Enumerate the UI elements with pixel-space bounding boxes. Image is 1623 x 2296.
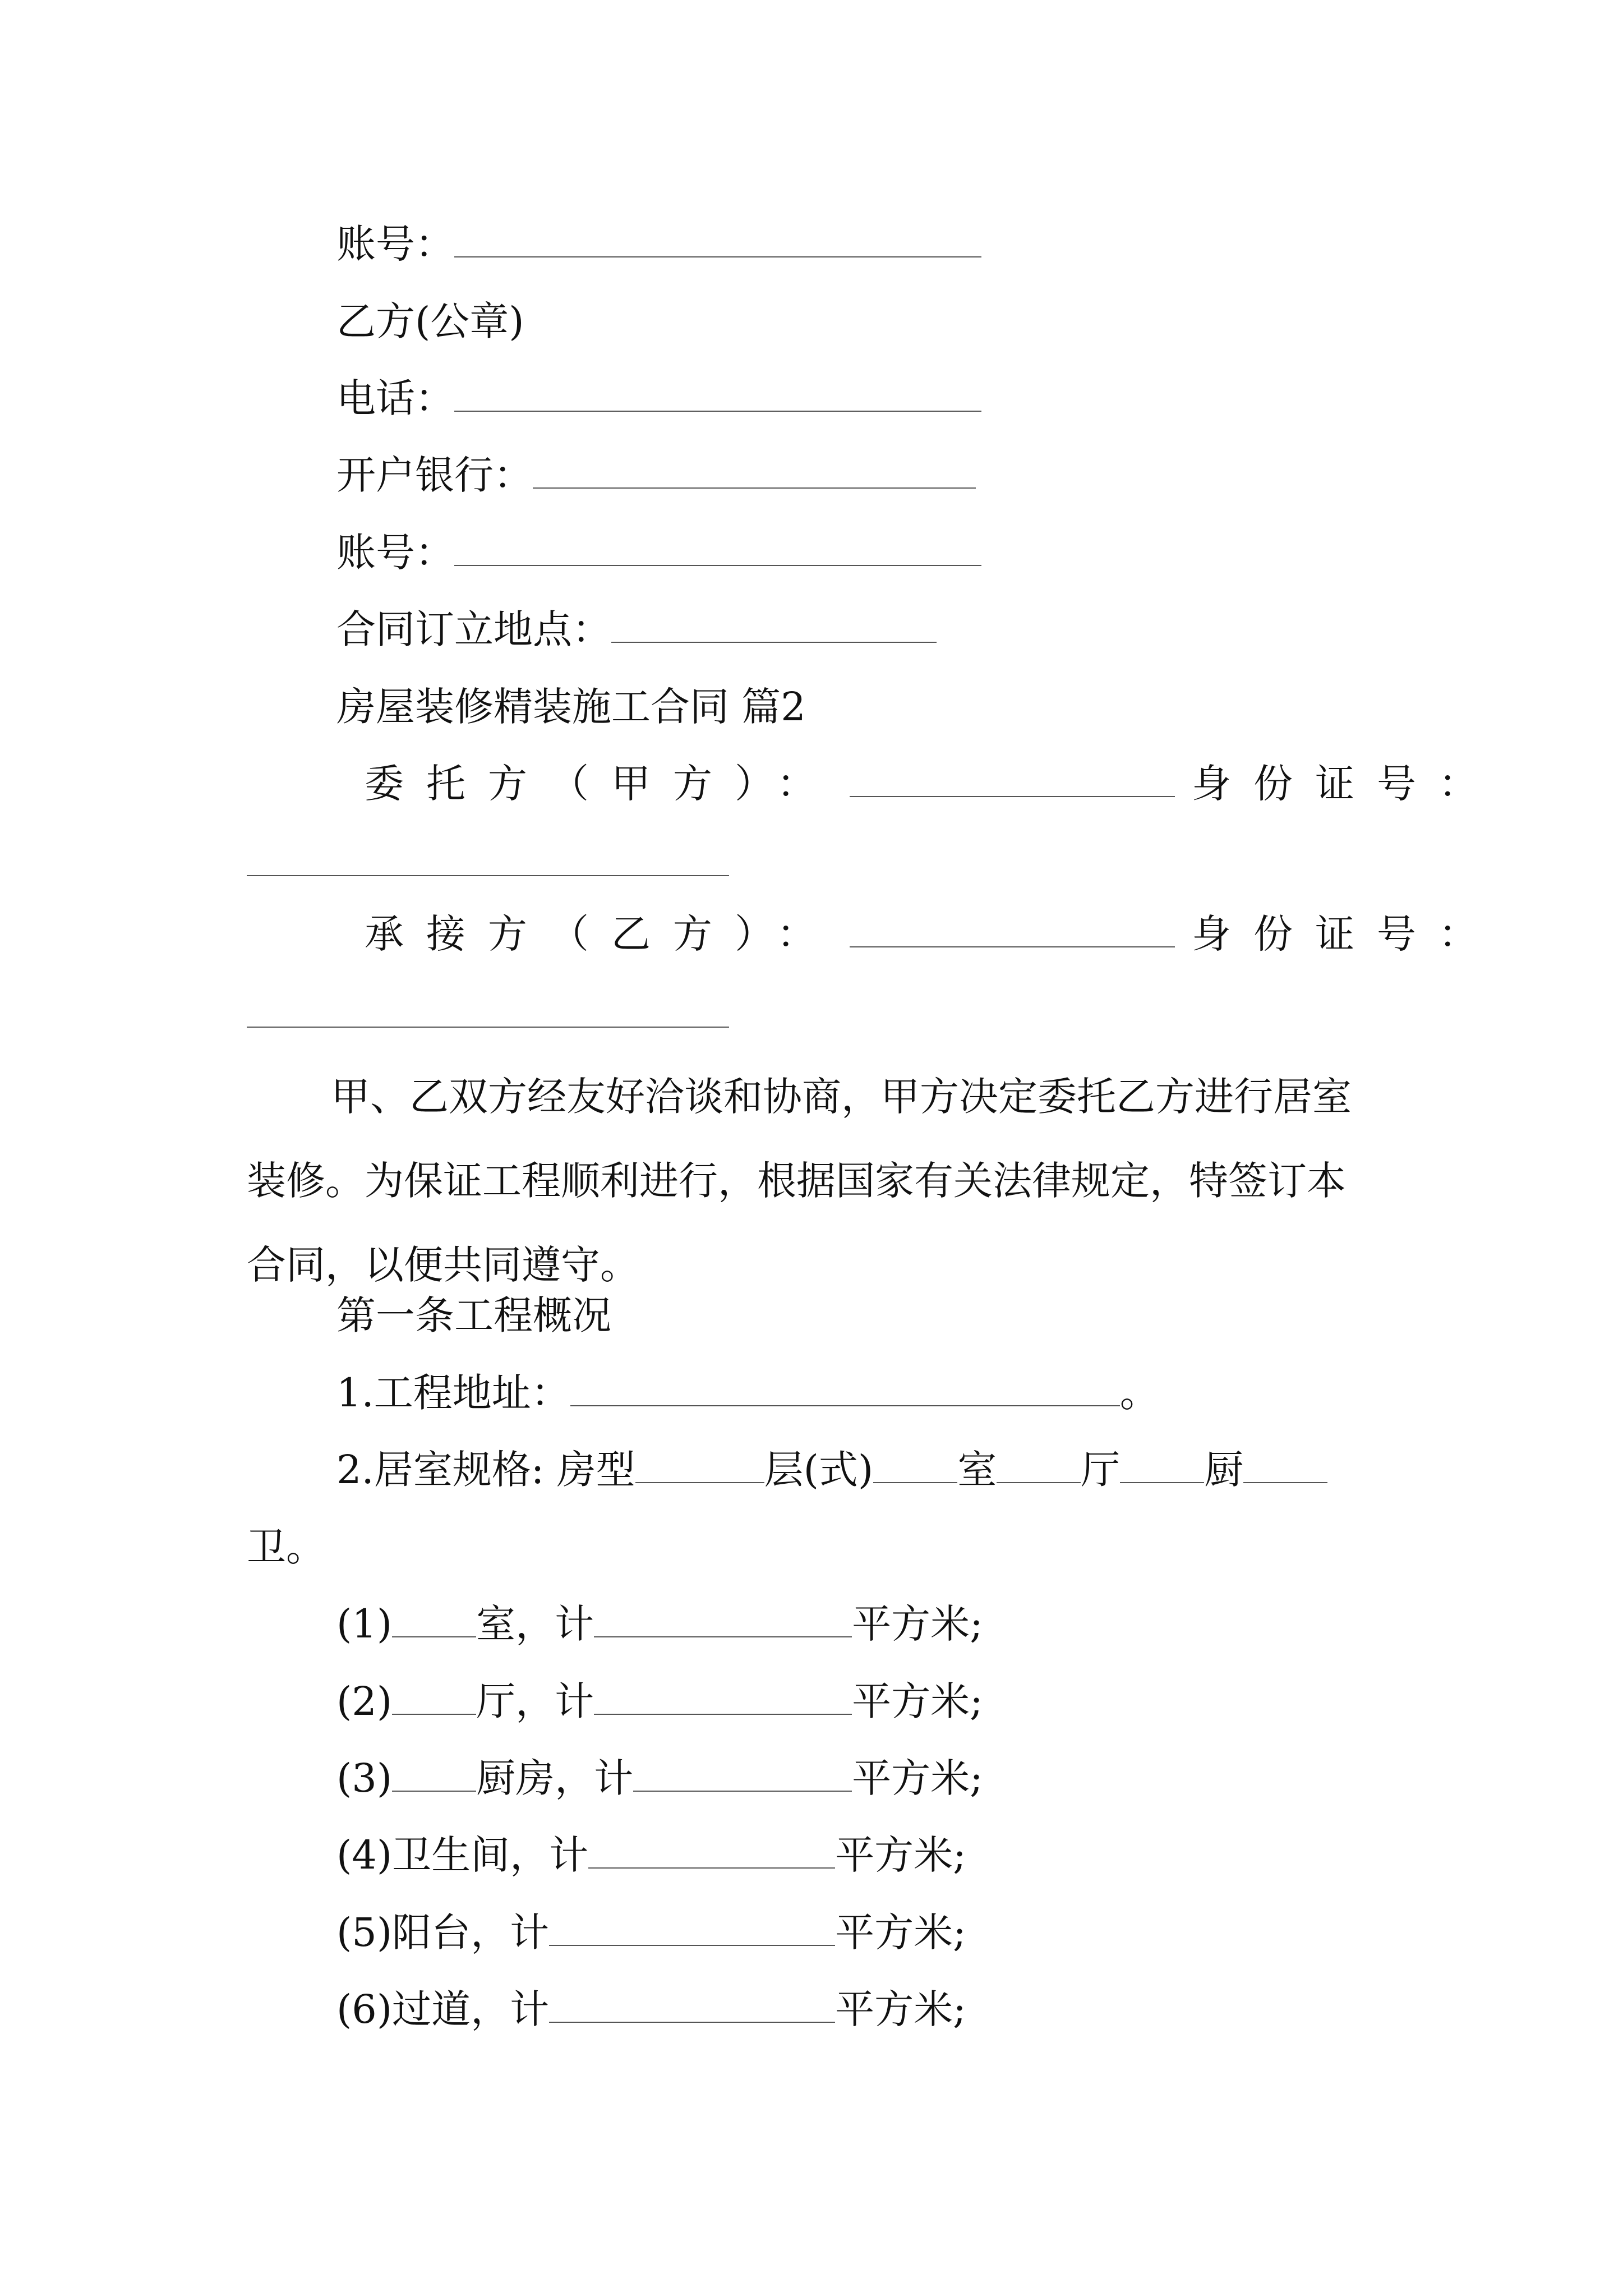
list-item xyxy=(336,1753,983,1803)
contractor-id-label: 身份证号： xyxy=(1192,911,1500,957)
phone-label: 电话： xyxy=(336,375,454,421)
item-count-blank[interactable] xyxy=(392,1680,476,1715)
item-count-blank[interactable] xyxy=(392,1757,476,1792)
item-area-blank[interactable] xyxy=(633,1757,852,1792)
address-end: 。 xyxy=(1119,1370,1159,1416)
spec-kitchen: 厨 xyxy=(1204,1447,1244,1493)
address-label: 1.工程地址： xyxy=(336,1370,570,1416)
signing-place-blank[interactable] xyxy=(611,608,937,643)
item-unit: 平方米; xyxy=(852,1678,983,1724)
address-line xyxy=(336,1368,1159,1418)
account-label: 账号： xyxy=(336,530,454,576)
article-1-title: 第一条工程概况 xyxy=(336,1292,611,1338)
bank-label: 开户银行： xyxy=(336,452,533,498)
item-area-blank[interactable] xyxy=(588,1834,835,1869)
item-name: 卫生间，计 xyxy=(392,1832,589,1878)
item-unit: 平方米; xyxy=(835,1986,966,2032)
contractor-line xyxy=(365,909,1500,959)
item-num: (4) xyxy=(336,1832,393,1878)
client-id-blank[interactable] xyxy=(247,875,729,876)
account-label: 账号： xyxy=(336,221,454,267)
signing-place-label: 合同订立地点： xyxy=(336,606,611,652)
room-blank[interactable] xyxy=(997,1448,1081,1483)
item-num: (3) xyxy=(336,1755,393,1801)
item-name: 厨房，计 xyxy=(476,1755,634,1801)
spec-bath-line: 卫。 xyxy=(247,1524,325,1570)
spec-room: 室 xyxy=(957,1447,997,1493)
account-blank[interactable] xyxy=(454,223,981,257)
client-name-blank[interactable] xyxy=(850,762,1175,797)
item-area-blank[interactable] xyxy=(549,1911,835,1946)
contractor-id-blank[interactable] xyxy=(247,1027,729,1028)
house-type-blank[interactable] xyxy=(635,1448,764,1483)
client-label: 委托方（甲方）： xyxy=(365,761,838,807)
account-line-a xyxy=(336,219,981,269)
spec-hall: 厅 xyxy=(1081,1447,1121,1493)
section-title: 房屋装修精装施工合同 篇2 xyxy=(336,684,806,730)
list-item xyxy=(336,1599,983,1649)
item-count-blank[interactable] xyxy=(392,1603,476,1637)
item-num: (1) xyxy=(336,1601,393,1647)
client-id-label: 身份证号： xyxy=(1192,761,1500,807)
address-blank[interactable] xyxy=(570,1372,1120,1406)
preamble-paragraph: 甲、乙双方经友好洽谈和协商，甲方决定委托乙方进行居室装修。为保证工程顺利进行，根据国家有关法律规定，特签订本合同，以便共同遵守。 xyxy=(247,1074,1352,1288)
signing-place-line xyxy=(336,604,937,655)
kitchen-blank[interactable] xyxy=(1243,1448,1327,1483)
item-name: 厅，计 xyxy=(476,1678,594,1724)
spec-prefix: 2.居室规格: 房型 xyxy=(336,1447,635,1493)
spec-floor: 层(式) xyxy=(764,1447,874,1493)
item-area-blank[interactable] xyxy=(549,1988,835,2023)
list-item xyxy=(336,1676,983,1727)
bank-line xyxy=(336,450,976,500)
item-name: 过道，计 xyxy=(392,1986,550,2032)
item-area-blank[interactable] xyxy=(594,1680,852,1715)
contractor-name-blank[interactable] xyxy=(850,913,1175,947)
item-num: (2) xyxy=(336,1678,393,1724)
item-num: (6) xyxy=(336,1986,393,2032)
list-item xyxy=(336,1984,966,2035)
room-spec-line xyxy=(336,1444,1327,1495)
bank-blank[interactable] xyxy=(533,454,976,489)
item-unit: 平方米; xyxy=(852,1755,983,1801)
phone-line xyxy=(336,373,981,424)
party-b-seal-label: 乙方(公章) xyxy=(336,298,524,344)
account-line-b xyxy=(336,527,981,578)
floor-blank[interactable] xyxy=(873,1448,957,1483)
hall-blank[interactable] xyxy=(1120,1448,1204,1483)
phone-blank[interactable] xyxy=(454,377,981,412)
contractor-label: 承接方（乙方）： xyxy=(365,911,838,957)
item-unit: 平方米; xyxy=(835,1910,966,1955)
item-name: 阳台，计 xyxy=(392,1910,550,1955)
client-line xyxy=(365,758,1500,809)
list-item xyxy=(336,1907,966,1958)
item-unit: 平方米; xyxy=(835,1832,966,1878)
party-b-seal-line xyxy=(336,296,524,347)
account-blank[interactable] xyxy=(454,531,981,566)
item-area-blank[interactable] xyxy=(594,1603,852,1637)
list-item xyxy=(336,1830,966,1880)
item-num: (5) xyxy=(336,1910,393,1955)
item-name: 室，计 xyxy=(476,1601,594,1647)
item-unit: 平方米; xyxy=(852,1601,983,1647)
